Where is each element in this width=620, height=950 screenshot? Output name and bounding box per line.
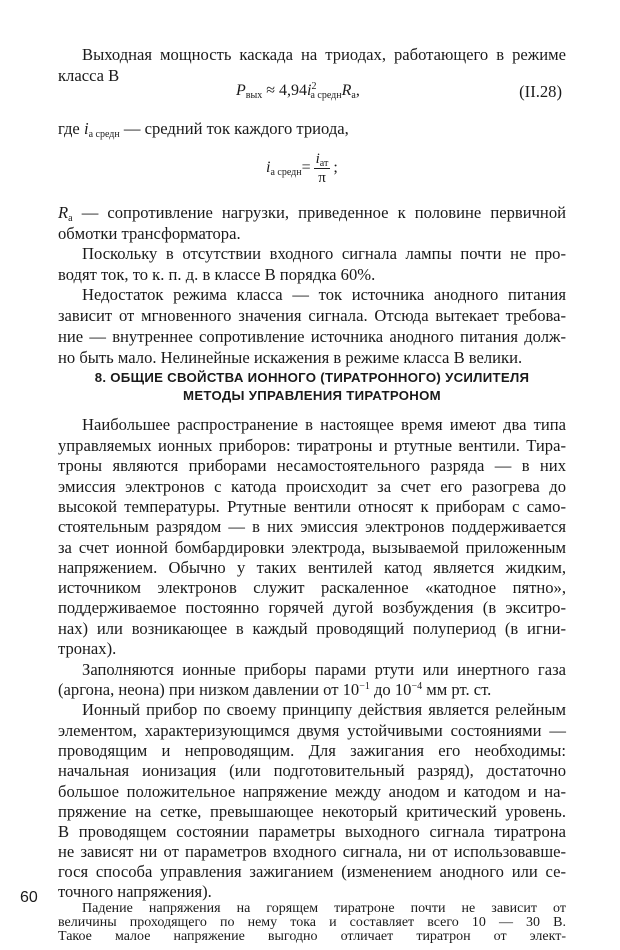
text-line: нах) или возникающее в каждый проводящий полупериод (в игни- [58,619,566,638]
equation-number: (II.28) [519,82,562,101]
text-line: начальная ионизация (или подготовительный разряд), достаточно [58,761,566,780]
formula-output-power: $P_{вых} \approx 4,94i^2_{а средн}R_а$, [236,81,360,101]
formula-average-current: $i_{а средн}=$ $\frac{i_{ат}}{\pi}$ ; [266,151,338,186]
section-heading: 8. ОБЩИЕ СВОЙСТВА ИОННОГО (ТИРАТРОННОГО) УСИЛИТЕЛЯ [94,370,530,385]
fraction: $\frac{i_{ат}}{\pi}$ [315,151,329,186]
text-line: класса В [58,66,120,85]
text-line: $R_а$ — сопротивление нагрузки, приведенное к половине первичной [58,203,566,224]
text-line: троны являются приборами несамостоятельного разряда — в них [58,456,566,475]
text-line: величины проходящего по нему тока и составляет всего 10 — 30 В. [58,915,566,930]
text-line: (аргона, неона) при низком давлении от $10^{-1}$ до $10^{-4}$ мм рт. ст. [58,680,492,699]
text-line: Ионный прибор по своему принципу действия является релейным [82,700,566,719]
text-line: эмиссия электронов с катода происходит за счет его разогрева до [58,477,566,496]
text-line: управляемых ионных приборов: тиратроны и ртутные вентили. Тира- [58,436,566,455]
text-line: водят ток, то к. п. д. в классе В порядка 60%. [58,265,376,284]
text-line: за счет ионной бомбардировки электрода, вызываемой приложенным [58,538,566,557]
text-line: стоятельным разрядом — в них эмиссия электронов поддерживается [58,517,566,536]
text-line: Поскольку в отсутствии входного сигнала лампы почти не про- [82,244,566,263]
text-line: Заполняются ионные приборы парами ртути или инертного газа [82,660,566,679]
text-line: тронах). [58,639,117,658]
text-line: обмотки трансформатора. [58,224,241,243]
text-line: Наибольшее распространение в настоящее время имеют два типа [82,415,566,434]
where-line: где $i_{а средн}$ — средний ток каждого триода, [58,119,349,140]
text-line: проводящим и непроводящим. Для зажигания его необходимы: [58,741,566,760]
text-line: не зависят ни от параметров входного сигнала, ни от использовавше- [58,842,566,861]
text-line: Выходная мощность каскада на триодах, работающего в режиме [82,45,566,64]
text-line: гося способа управления зажиганием (изменением анодного или се- [58,862,566,881]
text-line: ние — внутреннее сопротивление источника анодного питания долж- [58,327,566,346]
text-line: Такое малое напряжение выгодно отличает тиратрон от элект- [58,929,566,944]
section-subheading: МЕТОДЫ УПРАВЛЕНИЯ ТИРАТРОНОМ [183,388,441,403]
text-line: В проводящем состоянии параметры выходного сигнала тиратрона [58,822,566,841]
text-line: поддерживаемое постоянно горячей дугой возбуждения (в экситро- [58,598,566,617]
text-line: элементом, характеризующимся двумя устойчивыми состояниями — [58,721,566,740]
text-line: Недостаток режима класса — ток источника анодного питания [82,285,566,304]
text-line: источником электронов служит раскаленное «катодное пятно», [58,578,566,597]
text-line: но быть мало. Нелинейные искажения в режиме класса В велики. [58,348,523,367]
text-line: пряжение на сетке, превышающее некоторый критический уровень. [58,802,566,821]
text-line: напряжением. Обычно у таких вентилей катод является жидким, [58,558,566,577]
text-line: высокой температуры. Ртутные вентили относят к приборам с само- [58,497,566,516]
text-line: зависит от мгновенного значения сигнала. Отсюда вытекает требова- [58,306,566,325]
text-line: большое положительное напряжение между анодом и катодом и на- [58,782,566,801]
text-line: Падение напряжения на горящем тиратроне почти не зависит от [82,901,566,916]
page-number: 60 [20,889,38,906]
text-line: точного напряжения). [58,882,212,901]
